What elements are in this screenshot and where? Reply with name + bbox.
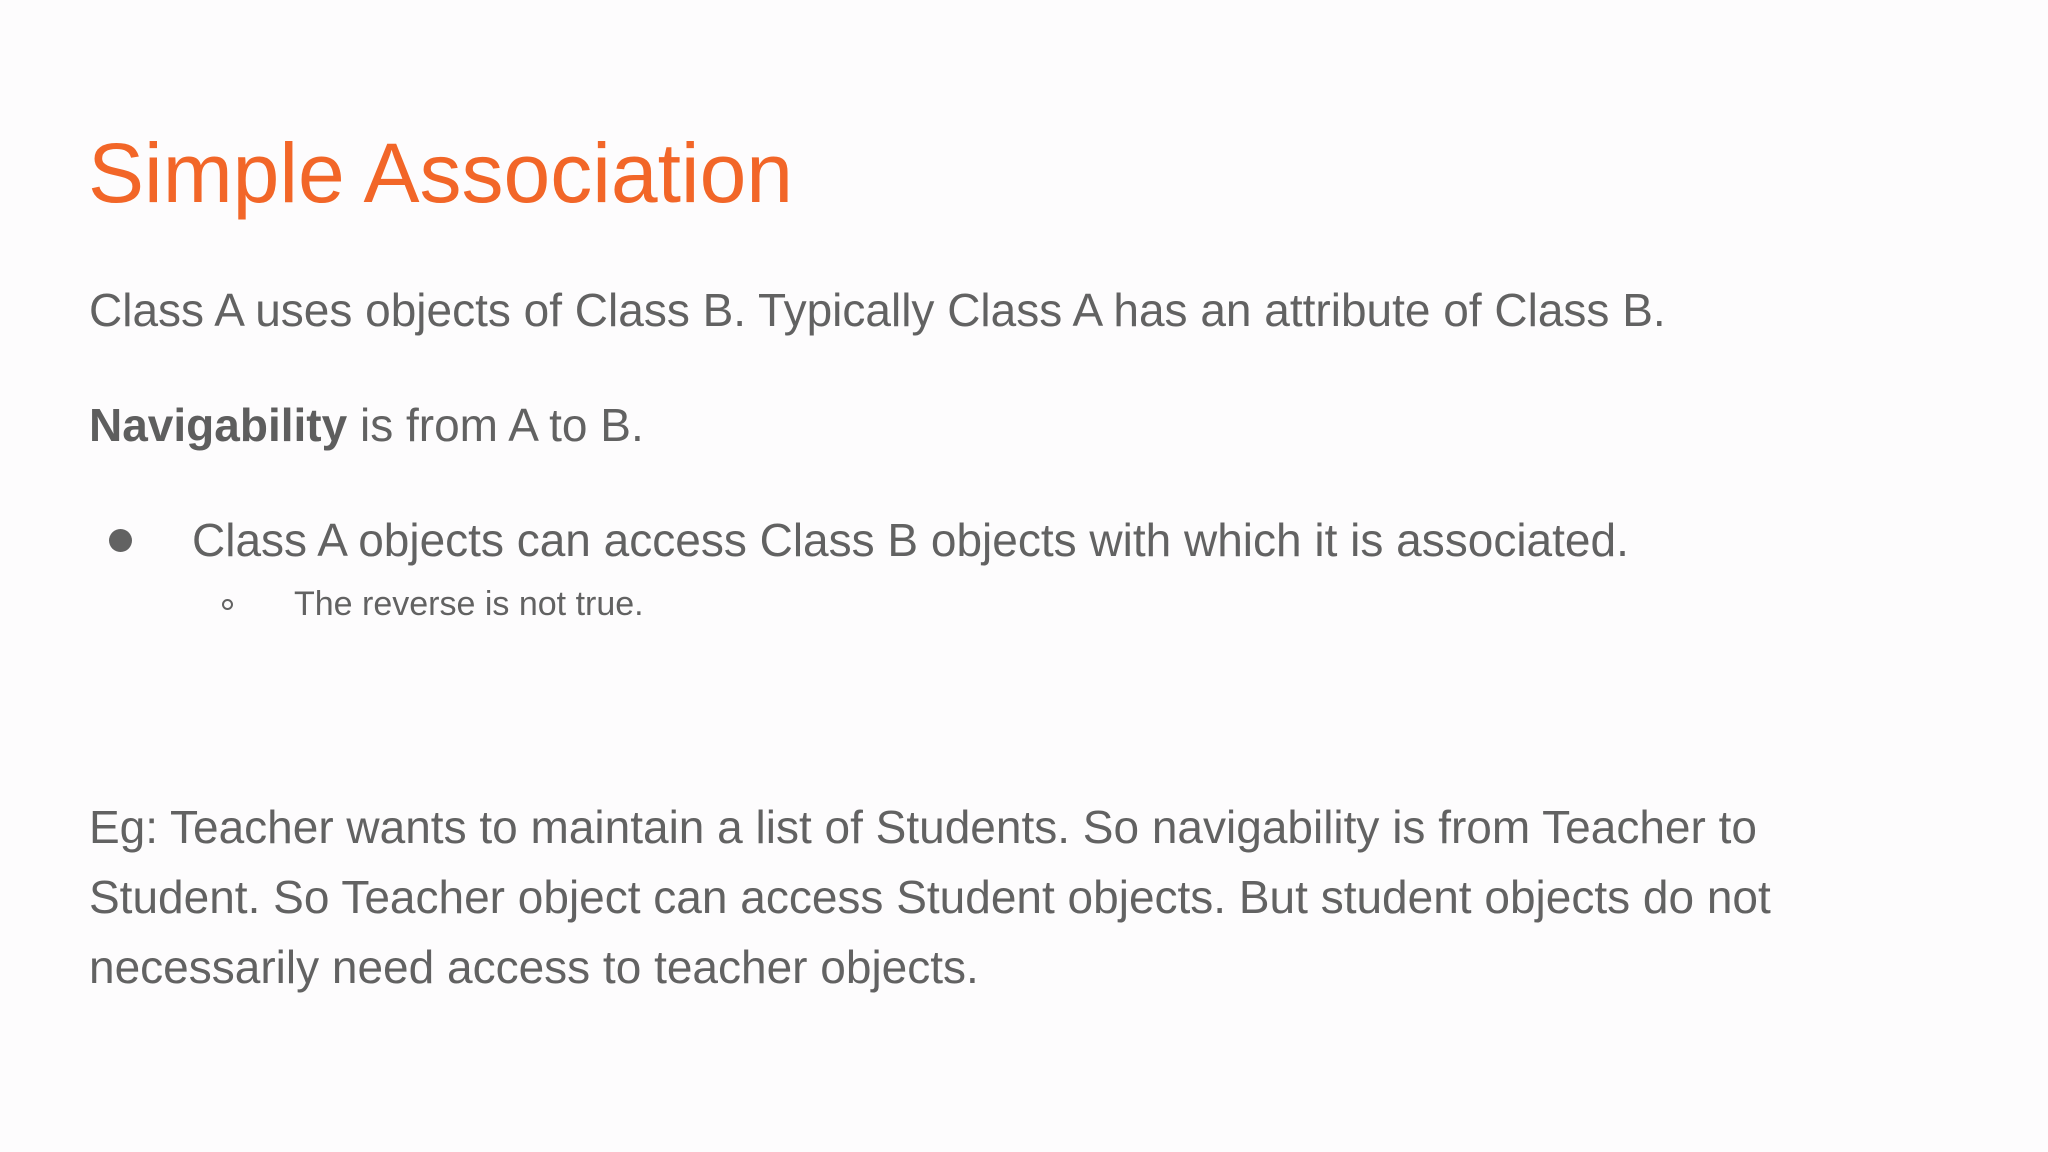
example-paragraph [89,792,1989,1002]
sub-bullet-text: The reverse is not true. [294,585,644,623]
bullet-text: Class A objects can access Class B objects with which it is associated. [192,514,1629,566]
navigability-line [89,390,644,460]
slide-title: Simple Association [88,126,794,220]
hollow-circle-icon [222,599,233,610]
bullet-item [109,505,1629,575]
navigability-term: Navigability [89,399,348,451]
example-line: necessarily need access to teacher objects. [89,941,979,993]
bullet-dot-icon [109,529,132,552]
intro-text: Class A uses objects of Class B. Typically Class A has an attribute of Class B. [89,284,1666,336]
sub-bullet-item [222,580,644,628]
example-line: Student. So Teacher object can access Student objects. But student objects do not [89,871,1771,923]
example-line: Eg: Teacher wants to maintain a list of Students. So navigability is from Teacher to [89,801,1757,853]
navigability-rest: is from A to B. [347,399,644,451]
